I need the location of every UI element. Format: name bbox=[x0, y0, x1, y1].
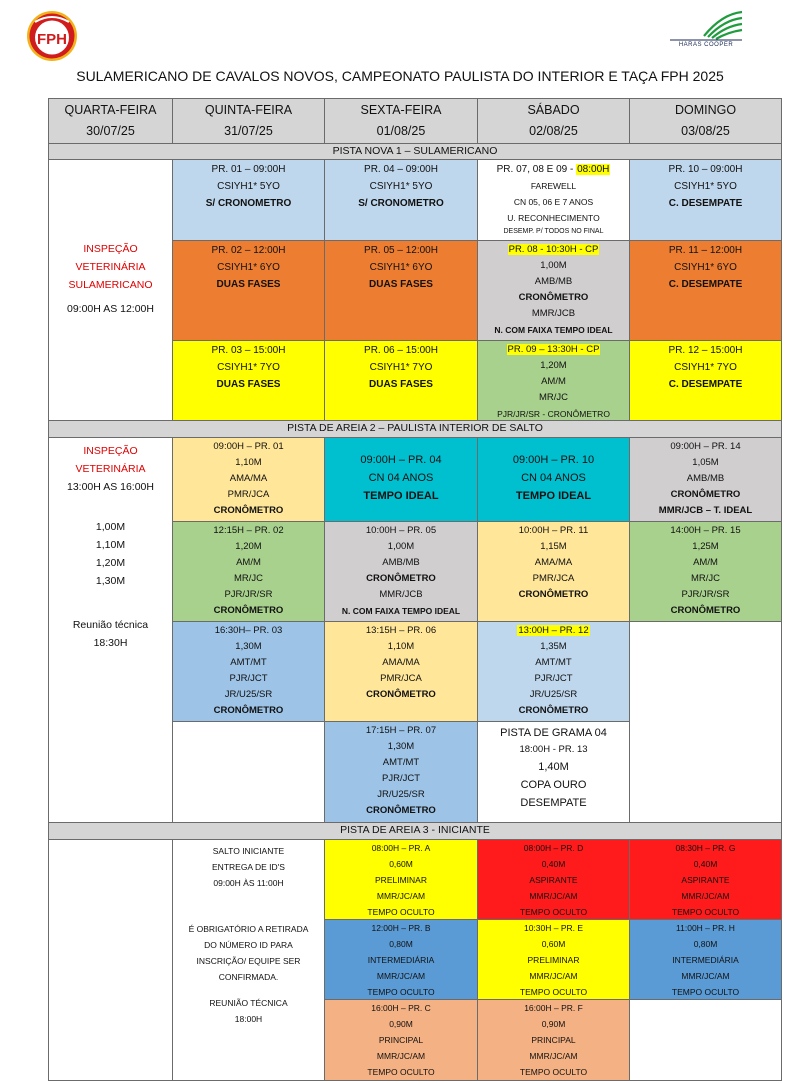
height-line: 1,00M bbox=[95, 521, 126, 533]
s3-r1-sat bbox=[477, 839, 630, 920]
cell-line: 0,60M bbox=[389, 859, 413, 869]
cell-line: AM/M bbox=[236, 557, 261, 568]
height-line: 1,10M bbox=[95, 539, 126, 551]
cell-line: 1,25M bbox=[692, 541, 719, 552]
day-date: 02/08/25 bbox=[529, 124, 578, 138]
cell-line: MMR/JC/AM bbox=[376, 891, 426, 901]
cell-line: 08:00H – PR. D bbox=[523, 843, 584, 853]
cell-line: C. DESEMPATE bbox=[668, 198, 743, 209]
cell-line: CSIYH1* 5YO bbox=[674, 181, 737, 192]
cell-line: COPA OURO bbox=[520, 779, 587, 791]
cell-line: TEMPO OCULTO bbox=[367, 1067, 435, 1077]
s1-r3-fri bbox=[324, 340, 478, 421]
cell-line: CONFIRMADA. bbox=[218, 972, 279, 982]
cell-line: 1,40M bbox=[538, 761, 569, 773]
meeting-line: 18:30H bbox=[93, 637, 128, 649]
s2-r3-fri bbox=[324, 621, 478, 722]
cell-line: FAREWELL bbox=[530, 181, 577, 191]
cell-line: JR/U25/SR bbox=[377, 789, 425, 800]
cell-line: MMR/JCB bbox=[379, 589, 423, 600]
cell-text: PR. 07, 08 E 09 - bbox=[496, 164, 577, 175]
s1-r3-sat bbox=[477, 340, 630, 421]
s3-thu-info bbox=[172, 839, 325, 1081]
cell-line: 08:00H – PR. A bbox=[371, 843, 431, 853]
cell-line: ASPIRANTE bbox=[529, 875, 578, 885]
cell-line: SULAMERICANO bbox=[68, 279, 153, 291]
s1-r2-sun bbox=[629, 240, 782, 341]
cell-line: CN 05, 06 E 7 ANOS bbox=[513, 197, 594, 207]
cell-line: JR/U25/SR bbox=[224, 689, 273, 700]
highlighted-time: 13:00H – PR. 12 bbox=[518, 625, 589, 636]
section-header-pista-2: PISTA DE AREIA 2 – PAULISTA INTERIOR DE SALTO bbox=[48, 420, 782, 438]
cell-line: N. COM FAIXA TEMPO IDEAL bbox=[341, 606, 461, 616]
cell-line: MR/JC bbox=[690, 573, 721, 584]
cell-line: INSPEÇÃO bbox=[83, 445, 138, 457]
cell-line: MMR/JC/AM bbox=[376, 1051, 426, 1061]
cell-line: CSIYH1* 6YO bbox=[674, 262, 737, 273]
cell-line: 1,10M bbox=[387, 641, 415, 652]
cell-line: 10:00H – PR. 05 bbox=[365, 525, 437, 536]
cell-line: 0,80M bbox=[693, 939, 718, 949]
day-name: SEXTA-FEIRA bbox=[360, 103, 442, 117]
cell-line: PR. 12 – 15:00H bbox=[668, 345, 743, 356]
cell-line: MMR/JCB bbox=[531, 308, 576, 319]
s2-r2-fri bbox=[324, 521, 478, 622]
cell-line: TEMPO IDEAL bbox=[515, 490, 592, 502]
s3-r2-sun bbox=[629, 919, 782, 1000]
cell-line: CSIYH1* 6YO bbox=[369, 262, 433, 273]
cell-line: TEMPO OCULTO bbox=[519, 1067, 588, 1077]
cell-line: 0,40M bbox=[541, 859, 566, 869]
cell-line: AMA/MA bbox=[382, 657, 420, 668]
cell-line: 0,90M bbox=[541, 1019, 566, 1029]
cell-line: PRELIMINAR bbox=[527, 955, 580, 965]
day-header-fri bbox=[324, 98, 478, 144]
cell-line: MMR/JC/AM bbox=[529, 891, 578, 901]
s2-r3-thu bbox=[172, 621, 325, 722]
cell-line: 16:00H – PR. F bbox=[524, 1003, 583, 1013]
cell-line: 1,20M bbox=[235, 541, 262, 552]
cell-line: 13:00H AS 16:00H bbox=[67, 481, 154, 493]
section-header-pista-3: PISTA DE AREIA 3 - INICIANTE bbox=[48, 822, 782, 840]
cell-line: CSIYH1* 7YO bbox=[369, 362, 433, 373]
cell-line: S/ CRONOMETRO bbox=[358, 198, 444, 209]
cell-line: PR. 10 – 09:00H bbox=[668, 164, 743, 175]
cell-line: AMT/MT bbox=[535, 657, 572, 668]
cell-line: C. DESEMPATE bbox=[668, 279, 743, 290]
cell-line: AMT/MT bbox=[382, 757, 420, 768]
cell-line: PR. 04 – 09:00H bbox=[364, 164, 438, 175]
cell-line: SALTO INICIANTE bbox=[212, 846, 285, 856]
s1-r1-sat bbox=[477, 159, 630, 241]
cell-line: PMR/JCA bbox=[532, 573, 575, 584]
day-name: DOMINGO bbox=[674, 103, 737, 117]
cell-line: PR. 11 – 12:00H bbox=[668, 245, 743, 256]
cell-line: VETERINÁRIA bbox=[75, 261, 146, 273]
cell-line: AM/M bbox=[541, 376, 566, 387]
s2-wed-info bbox=[48, 437, 173, 823]
s2-r1-sat bbox=[477, 437, 630, 522]
cell-line: CRONÔMETRO bbox=[518, 292, 589, 303]
cell-line bbox=[478, 342, 629, 358]
cell-line: MMR/JC/AM bbox=[376, 971, 426, 981]
day-date: 30/07/25 bbox=[86, 124, 135, 138]
cell-line: 1,30M bbox=[387, 741, 415, 752]
cell-line: PJR/JR/SR - CRONÔMETRO bbox=[497, 409, 610, 419]
cell-line: 16:00H – PR. C bbox=[371, 1003, 431, 1013]
cell-line: MR/JC bbox=[233, 573, 264, 584]
s2-r2-thu bbox=[172, 521, 325, 622]
s2-r2-sat bbox=[477, 521, 630, 622]
cell-line: 13:15H – PR. 06 bbox=[365, 625, 437, 636]
cell-line: 12:00H – PR. B bbox=[371, 923, 431, 933]
cell-line: PR. 02 – 12:00H bbox=[211, 245, 286, 256]
cell-line: CN 04 ANOS bbox=[521, 472, 586, 484]
cell-line: 1,05M bbox=[692, 457, 719, 468]
cell-line: MMR/JC/AM bbox=[681, 971, 730, 981]
cell-line: 1,15M bbox=[540, 541, 567, 552]
s3-wed-empty bbox=[48, 839, 173, 1081]
cell-line: PJR/JCT bbox=[229, 673, 268, 684]
cell-line: 16:30H– PR. 03 bbox=[214, 625, 283, 636]
cell-line: CSIYH1* 6YO bbox=[217, 262, 280, 273]
cell-line: CRONÔMETRO bbox=[213, 505, 284, 516]
cell-line: PR. 03 – 15:00H bbox=[211, 345, 286, 356]
meeting-line: Reunião técnica bbox=[72, 619, 149, 631]
cell-line: 09:00H – PR. 10 bbox=[512, 454, 595, 466]
cell-line: 09:00H AS 12:00H bbox=[67, 303, 154, 315]
cell-line: TEMPO OCULTO bbox=[367, 907, 435, 917]
cell-line: JR/U25/SR bbox=[529, 689, 578, 700]
cell-line: 0,80M bbox=[389, 939, 413, 949]
section-header-pista-1: PISTA NOVA 1 – SULAMERICANO bbox=[48, 143, 782, 160]
cell-line: PR. 05 – 12:00H bbox=[364, 245, 438, 256]
cell-line: 1,10M bbox=[235, 457, 262, 468]
s1-wed-inspection bbox=[48, 159, 173, 421]
s2-r4-fri bbox=[324, 721, 478, 823]
cell-line: CN 04 ANOS bbox=[368, 472, 434, 484]
cell-line: 09:00H – PR. 04 bbox=[360, 454, 442, 466]
highlighted-time: PR. 09 – 13:30H - CP bbox=[507, 344, 600, 355]
cell-line: 09:00H – PR. 01 bbox=[213, 441, 284, 452]
s2-r2-sun bbox=[629, 521, 782, 622]
cell-line: 18:00H - PR. 13 bbox=[519, 744, 588, 755]
cell-line: 0,40M bbox=[693, 859, 718, 869]
page-title: SULAMERICANO DE CAVALOS NOVOS, CAMPEONATO PAULISTA DO INTERIOR E TAÇA FPH 2025 bbox=[76, 68, 724, 84]
s2-r3-sun-empty bbox=[629, 621, 782, 823]
cell-line: AMA/MA bbox=[229, 473, 268, 484]
s2-r4-thu-empty bbox=[172, 721, 325, 823]
cell-line: CRONÔMETRO bbox=[518, 705, 589, 716]
cell-line: INTERMEDIÁRIA bbox=[672, 955, 739, 965]
s1-r2-thu bbox=[172, 240, 325, 341]
cell-line: DUAS FASES bbox=[369, 379, 433, 390]
cell-line: ENTREGA DE ID'S bbox=[212, 862, 285, 872]
s2-r3-sat bbox=[477, 621, 630, 722]
day-header-sat bbox=[477, 98, 630, 144]
cell-line: 0,60M bbox=[541, 939, 566, 949]
cell-line: DUAS FASES bbox=[216, 279, 281, 290]
cell-line: CRONÔMETRO bbox=[670, 605, 741, 616]
cell-line: REUNIÃO TÉCNICA bbox=[209, 998, 288, 1008]
cell-line: PMR/JCA bbox=[227, 489, 270, 500]
cell-line: DESEMPATE bbox=[520, 797, 587, 809]
cell-line: TEMPO OCULTO bbox=[671, 987, 740, 997]
cell-line: U. RECONHECIMENTO bbox=[507, 213, 600, 223]
cell-line: INSCRIÇÃO/ EQUIPE SER bbox=[196, 956, 301, 966]
cell-line: 12:15H – PR. 02 bbox=[213, 525, 284, 536]
day-name: SÁBADO bbox=[527, 103, 580, 117]
cell-line: PR. 01 – 09:00H bbox=[211, 164, 286, 175]
cell-line: É OBRIGATÓRIO A RETIRADA bbox=[188, 924, 309, 934]
s3-r1-fri bbox=[324, 839, 478, 920]
s2-r4-sat bbox=[477, 721, 630, 823]
cell-line: 1,00M bbox=[387, 541, 415, 552]
cell-line bbox=[478, 161, 629, 178]
cell-line: PRINCIPAL bbox=[378, 1035, 424, 1045]
cell-line: VETERINÁRIA bbox=[75, 463, 146, 475]
fph-logo-text: FPH bbox=[37, 31, 67, 48]
cell-line: 1,00M bbox=[540, 260, 567, 271]
day-date: 31/07/25 bbox=[224, 124, 273, 138]
schedule-table bbox=[48, 98, 782, 1081]
s1-r2-fri bbox=[324, 240, 478, 341]
cell-line: CRONÔMETRO bbox=[366, 689, 436, 700]
s2-r1-sun bbox=[629, 437, 782, 522]
cell-line: 17:15H – PR. 07 bbox=[365, 725, 437, 736]
cell-line: 1,20M bbox=[540, 360, 567, 371]
cell-line: DUAS FASES bbox=[216, 379, 281, 390]
cell-line: AMB/MB bbox=[686, 473, 725, 484]
cell-line: 14:00H – PR. 15 bbox=[670, 525, 741, 536]
day-date: 01/08/25 bbox=[376, 124, 426, 138]
cell-line: 11:00H – PR. H bbox=[676, 923, 735, 933]
cell-line: CRONÔMETRO bbox=[366, 573, 436, 584]
s3-r3-fri bbox=[324, 999, 478, 1081]
s3-r3-sat bbox=[477, 999, 630, 1081]
cell-line: TEMPO OCULTO bbox=[367, 987, 435, 997]
cell-line: INTERMEDIÁRIA bbox=[367, 955, 435, 965]
cell-line: TEMPO OCULTO bbox=[519, 907, 588, 917]
cell-line: PRELIMINAR bbox=[375, 875, 427, 885]
day-date: 03/08/25 bbox=[681, 124, 730, 138]
cell-line: 09:00H – PR. 14 bbox=[670, 441, 741, 452]
cell-line: INSPEÇÃO bbox=[83, 243, 138, 255]
cell-line: CRONÔMETRO bbox=[366, 805, 436, 816]
highlighted-time: 08:00H bbox=[577, 164, 610, 175]
cell-line: PRINCIPAL bbox=[531, 1035, 576, 1045]
cell-line: CSIYH1* 5YO bbox=[217, 181, 280, 192]
s1-r1-thu bbox=[172, 159, 325, 241]
cell-line: TEMPO IDEAL bbox=[363, 490, 439, 502]
fph-logo bbox=[26, 10, 78, 62]
cell-line: AMA/MA bbox=[534, 557, 573, 568]
s1-r2-sat bbox=[477, 240, 630, 341]
s1-r3-thu bbox=[172, 340, 325, 421]
s3-r2-fri bbox=[324, 919, 478, 1000]
cell-line: CSIYH1* 7YO bbox=[217, 362, 280, 373]
cell-line: PISTA DE GRAMA 04 bbox=[500, 727, 607, 739]
cell-line: CRONÔMETRO bbox=[518, 589, 589, 600]
cell-line: DESEMP. P/ TODOS NO FINAL bbox=[503, 228, 604, 235]
cell-line: PMR/JCA bbox=[380, 673, 422, 684]
cell-line: 1,30M bbox=[235, 641, 262, 652]
cell-line: TEMPO OCULTO bbox=[671, 907, 740, 917]
cell-line: PJR/JCT bbox=[534, 673, 573, 684]
cell-line: PJR/JCT bbox=[382, 773, 420, 784]
cell-line: PJR/JR/SR bbox=[224, 589, 273, 600]
cell-line bbox=[478, 623, 629, 639]
day-header-thu bbox=[172, 98, 325, 144]
day-header-wed bbox=[48, 98, 173, 144]
cell-line: AMB/MB bbox=[382, 557, 420, 568]
cell-line: 09:00H ÀS 11:00H bbox=[213, 878, 284, 888]
s3-r2-sat bbox=[477, 919, 630, 1000]
s1-r1-fri bbox=[324, 159, 478, 241]
cell-line: 08:30H – PR. G bbox=[675, 843, 736, 853]
cell-line: C. DESEMPATE bbox=[668, 379, 743, 390]
s2-r1-fri bbox=[324, 437, 478, 522]
s3-r3-sun-empty bbox=[629, 999, 782, 1081]
height-line: 1,30M bbox=[95, 575, 126, 587]
cell-line: CRONÔMETRO bbox=[670, 489, 741, 500]
s1-r3-sun bbox=[629, 340, 782, 421]
cell-line: DUAS FASES bbox=[369, 279, 433, 290]
cell-line: MMR/JC/AM bbox=[529, 971, 578, 981]
cell-line: S/ CRONOMETRO bbox=[205, 198, 292, 209]
cell-line: TEMPO OCULTO bbox=[519, 987, 588, 997]
s2-r1-thu bbox=[172, 437, 325, 522]
cell-line: 1,35M bbox=[540, 641, 567, 652]
height-line: 1,20M bbox=[95, 557, 126, 569]
cell-line: PR. 06 – 15:00H bbox=[364, 345, 438, 356]
cell-line: MMR/JCB – T. IDEAL bbox=[658, 505, 753, 516]
cell-line: AMT/MT bbox=[230, 657, 267, 668]
cell-line: CSIYH1* 5YO bbox=[369, 181, 433, 192]
cell-line: ASPIRANTE bbox=[681, 875, 730, 885]
day-name: QUINTA-FEIRA bbox=[204, 103, 293, 117]
day-header-sun bbox=[629, 98, 782, 144]
cell-line: PJR/JR/SR bbox=[681, 589, 730, 600]
cell-line bbox=[478, 242, 629, 258]
s1-r1-sun bbox=[629, 159, 782, 241]
haras-cooper-text: HARAS COOPER bbox=[678, 42, 734, 48]
cell-line: 10:30H – PR. E bbox=[523, 923, 584, 933]
cell-line: MMR/JC/AM bbox=[681, 891, 730, 901]
cell-line: MR/JC bbox=[538, 392, 569, 403]
cell-line: AM/M bbox=[693, 557, 718, 568]
cell-line: DO NÚMERO ID PARA bbox=[204, 940, 293, 950]
cell-line: 10:00H – PR. 11 bbox=[518, 525, 589, 536]
highlighted-time: PR. 08 - 10:30H - CP bbox=[508, 244, 599, 255]
day-name: QUARTA-FEIRA bbox=[64, 103, 157, 117]
cell-line: 0,90M bbox=[389, 1019, 413, 1029]
cell-line: N. COM FAIXA TEMPO IDEAL bbox=[494, 325, 613, 335]
cell-line: AMB/MB bbox=[534, 276, 573, 287]
cell-line: CRONÔMETRO bbox=[213, 605, 284, 616]
s3-r1-sun bbox=[629, 839, 782, 920]
cell-line: CRONÔMETRO bbox=[213, 705, 284, 716]
cell-line: 18:00H bbox=[234, 1014, 263, 1024]
cell-line: CSIYH1* 7YO bbox=[674, 362, 737, 373]
cell-line: MMR/JC/AM bbox=[529, 1051, 578, 1061]
